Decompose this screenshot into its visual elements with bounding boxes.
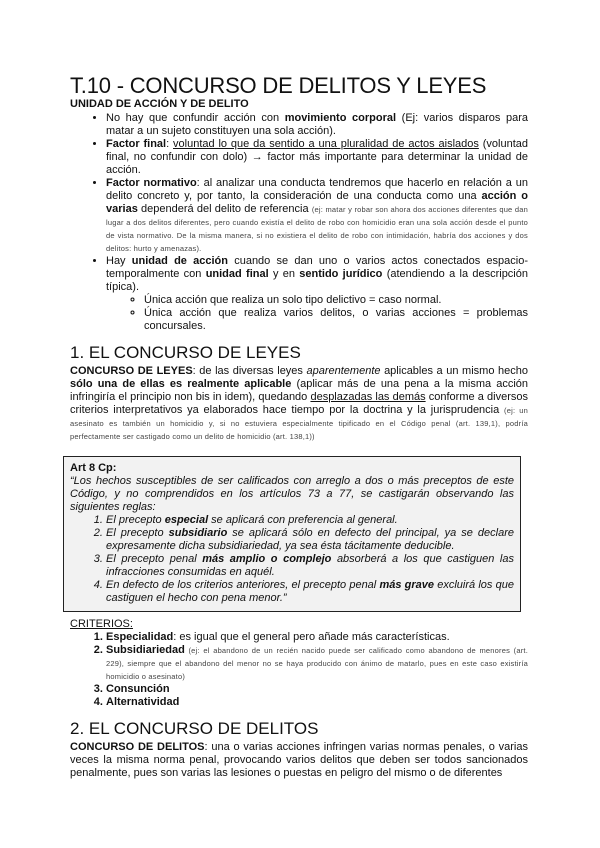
criterios-label: CRITERIOS: bbox=[70, 618, 133, 630]
sub-list-item: ◦ Única acción que realiza varios delitos, o varias acciones = problemas concursales. bbox=[144, 307, 528, 333]
article-quote-box bbox=[63, 456, 521, 612]
example-note: (ej: un asesinato es también un homicidio y, si no estuviera especialmente tipificado en el Código penal (art. 139,1), podría perfectamente ser castigado como un delito de homicidio (art. 138,1)) bbox=[70, 406, 529, 441]
criterio-item: 1. Especialidad: es igual que el general pero añade más características. bbox=[106, 631, 528, 644]
criterio-item: 2. Subsidiariedad (ej: el abandono de un recién nacido puede ser calificado como abandono de menores (art. 229), siempre que el abandono del menor no se haya producido con ánimo de matarlo, pues en este caso existiría homicidio o asesinato) bbox=[106, 644, 528, 683]
criterios-list bbox=[70, 631, 528, 709]
section-heading-1: 1. EL CONCURSO DE LEYES bbox=[70, 343, 301, 362]
section-2-paragraph: CONCURSO DE DELITOS: una o varias acciones infringen varias normas penales, o varias veces la misma norma penal, provocando varios delitos que deben ser todos sancionados penalmente, pues son varias las lesiones o puestas en peligro del mismo o de diferentes bbox=[70, 741, 528, 779]
section-heading-2: 2. EL CONCURSO DE DELITOS bbox=[70, 719, 319, 738]
rule-item: 2. El precepto subsidiario se aplicará sólo en defecto del principal, ya se declare expresamente dicha subsidiariedad, ya sea ésta tácitamente deducible. bbox=[106, 527, 514, 553]
rule-item: 3. El precepto penal más amplio o complejo absorberá a los que castiguen las infracciones consumidas en aquél. bbox=[106, 553, 514, 579]
section-subtitle: UNIDAD DE ACCIÓN Y DE DELITO bbox=[70, 98, 249, 110]
rule-item: 4. En defecto de los criterios anteriores, el precepto penal más grave excluirá los que castiguen el hecho con pena menor.” bbox=[106, 579, 514, 605]
list-item: • Hay unidad de acción cuando se dan uno o varios actos conectados espacio-temporalmente con unidad final y en sentido jurídico (atendiendo a la descripción típica). ◦ Única acción que realiza un solo tipo delictivo = caso normal. ◦ Única acción que realiza varios delitos, o varias acciones = problemas concursales. bbox=[106, 255, 528, 333]
page-title: T.10 - CONCURSO DE DELITOS Y LEYES bbox=[70, 73, 487, 98]
rule-item: 1. El precepto especial se aplicará con preferencia al general. bbox=[106, 514, 514, 527]
criterio-item: 4. Alternatividad bbox=[106, 696, 528, 709]
list-item: • Factor final: voluntad lo que da sentido a una pluralidad de actos aislados (voluntad final, no confundir con dolo) → factor más importante para determinar la unidad de acción. bbox=[106, 138, 528, 177]
example-note: (ej: matar y robar son ahora dos acciones diferentes que dan lugar a dos delitos diferentes, pero cuando existía el delito de robo con homicidio eran una sola acción desde el punto de vista normativo. De la misma manera, si no existiera el delito de robo con intimidación, habría dos acciones y dos delitos: hurto y amenazas). bbox=[106, 205, 528, 253]
list-item: • No hay que confundir acción con movimiento corporal (Ej: varios disparos para matar a un sujeto constituyen una sola acción). bbox=[106, 112, 528, 138]
section-1-paragraph: CONCURSO DE LEYES: de las diversas leyes aparentemente aplicables a un mismo hecho sólo una de ellas es realmente aplicable (aplicar más de una pena a la misma acción infringiría el principio non bis in idem), quedando desplazadas las demás conforme a diversos criterios interpretativos ya elaborados hace tiempo por la doctrina y la jurisprudencia (ej: un asesinato es también un homicidio y, si no estuviera especialmente tipificado en el Código penal (art. 139,1), podría perfectamente ser castigado como un delito de homicidio (art. 138,1)) bbox=[70, 365, 529, 441]
article-quote: “Los hechos susceptibles de ser calificados con arreglo a dos o más preceptos de este Código, y no comprendidos en los artículos 73 a 77, se castigarán observando las siguientes reglas: bbox=[70, 475, 514, 513]
criterio-item: 3. Consunción bbox=[106, 683, 528, 696]
list-item: • Factor normativo: al analizar una conducta tendremos que hacerlo en relación a un delito concreto y, por tanto, la consideración de una conducta como una acción o varias dependerá del delito de referencia (ej: matar y robar son ahora dos acciones diferentes que dan lugar a dos delitos diferentes, pero cuando existía el delito de robo con homicidio eran una sola acción desde el punto de vista normativo. De la misma manera, si no existiera el delito de robo con intimidación, habría dos acciones y dos delitos: hurto y amenazas). bbox=[106, 177, 528, 255]
bullet-list bbox=[70, 112, 528, 333]
document-page bbox=[70, 0, 528, 780]
sub-list-item: ◦ Única acción que realiza un solo tipo delictivo = caso normal. bbox=[144, 294, 528, 307]
article-title: Art 8 Cp: bbox=[70, 462, 117, 474]
sub-list bbox=[106, 294, 528, 333]
rules-list bbox=[70, 514, 514, 605]
